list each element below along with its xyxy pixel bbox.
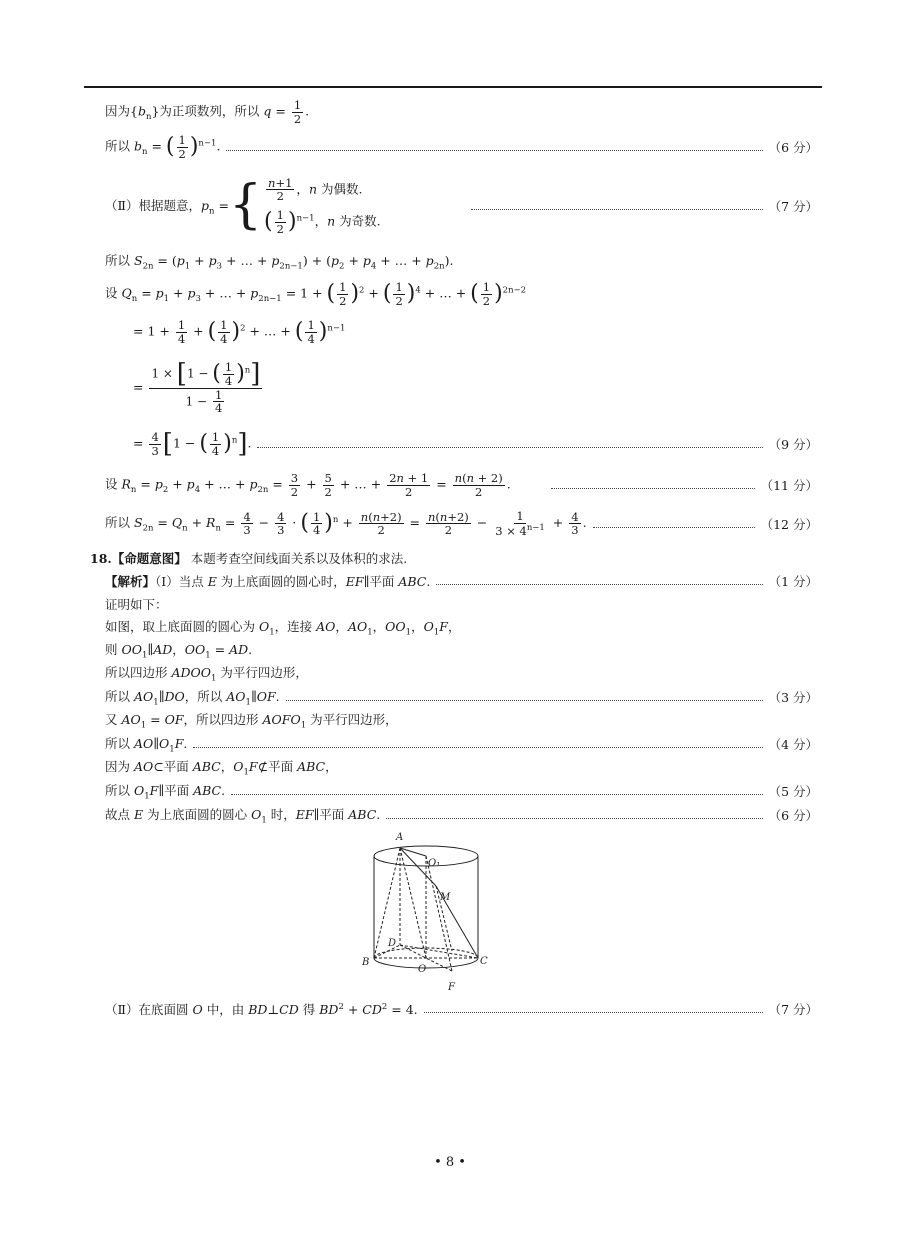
dotted-leader	[193, 747, 762, 748]
label-D: D	[388, 938, 397, 949]
header-rule	[84, 86, 822, 88]
label-M: M	[440, 892, 451, 903]
page-number: • 8 •	[434, 1155, 466, 1170]
dotted-leader	[231, 794, 762, 795]
solution-line-3: （Ⅱ）根据题意，$p_n$ = { $\frac{n+1}{2}$ ，n 为偶数. ( $\frac{1}{2}$ )$^{n-1}$，n 为奇数. （7 分）	[105, 175, 818, 236]
dotted-leader	[593, 527, 755, 528]
section-18-line-10: 所以 $O_1F\parallel$平面 ABC. （5 分）	[105, 782, 818, 802]
score-label: （4 分）	[768, 737, 818, 752]
label-O1: O₁	[428, 858, 441, 869]
left-brace: {	[228, 175, 263, 236]
line-text: 因为$\{b_n\}$为正项数列，所以 q = $\frac{1}{2}$ .	[105, 97, 310, 126]
section-18-line-12: （Ⅱ）在底面圆 O 中，由 BD⊥CD 得 $BD^2 + CD^2 = 4$. （7 分）	[105, 1001, 818, 1017]
section-18-line-8: 所以 $AO\parallel O_1F$. （4 分）	[105, 735, 818, 755]
section-18-intent: 18.【命题意图】 本题考查空间线面关系以及体积的求法.	[90, 551, 408, 566]
score-label: （3 分）	[768, 690, 818, 705]
section-18-line-2: 证明如下：	[105, 597, 168, 612]
label-O: O	[418, 964, 427, 975]
label-C: C	[480, 956, 488, 967]
solution-line-9: 设 $R_n = p_2 + p_4$ + … + $p_{2n}$ = $\frac{3}{2}$ + $\frac{5}{2}$ + … + $\frac{2n + 1}{2}$ = $\frac{n(n + 2)}{2}$ . （11 分）	[105, 470, 818, 499]
dotted-leader	[551, 488, 755, 489]
dotted-leader	[257, 447, 762, 448]
solution-line-10: 所以 $S_{2n} = Q_n + R_n$ = $\frac{4}{3}$ − $\frac{4}{3}$ · ( $\frac{1}{4}$ )$^n$ + $\frac{n(n+2)}{2}$ = $\frac{n(n+2)}{2}$ − $\frac{1}{3 \times 4^{n-1}}$ + $\frac{4}{3}$ . （12 分）	[105, 509, 818, 538]
score-label: （11 分）	[760, 478, 818, 493]
solution-line-2: 所以 $b_n$ = ( $\frac{1}{2}$ )$^{n-1}$. （6 分）	[105, 132, 818, 161]
segment-DC	[400, 945, 478, 958]
dotted-leader	[471, 209, 763, 210]
solution-line-7: = 1 × [1 − ( $\frac{1}{4}$ )$^n$] 1 − $\frac{1}{4}$	[133, 359, 261, 416]
label-B: B	[362, 957, 370, 968]
section-18-line-6: 所以 $AO_1\parallel DO$，所以 $AO_1\parallel OF$. （3 分）	[105, 688, 818, 708]
dotted-leader	[226, 150, 762, 151]
section-18-line-11: 故点 E 为上底面圆的圆心 $O_1$ 时，EF∥平面 ABC. （6 分）	[105, 806, 818, 826]
score-label: （7 分）	[768, 199, 818, 214]
label-A: A	[396, 832, 404, 843]
dotted-leader	[436, 584, 762, 585]
score-label: （6 分）	[768, 808, 818, 823]
score-label: （5 分）	[768, 784, 818, 799]
section-18-line-5: 所以四边形 $ADOO_1$ 为平行四边形，	[105, 664, 308, 684]
solution-line-6: = 1 + $\frac{1}{4}$ + ( $\frac{1}{4}$ )$^2$ + … + ( $\frac{1}{4}$ )$^{n-1}$	[133, 317, 346, 346]
solution-line-5: 设 $Q_n = p_1 + p_3$ + … + $p_{2n-1} = 1$ + ( $\frac{1}{2}$ )$^2$ + ( $\frac{1}{2}$ )$^4$ + … + ( $\frac{1}{2}$ )$^{2n-2}$	[105, 279, 527, 308]
solution-line-1	[105, 97, 818, 126]
score-label: （12 分）	[760, 517, 818, 532]
piecewise-cases: $\frac{n+1}{2}$ ，n 为偶数. ( $\frac{1}{2}$ )$^{n-1}$，n 为奇数.	[264, 175, 381, 236]
segment-AO	[400, 848, 426, 958]
score-label: （1 分）	[768, 574, 818, 589]
score-label: （9 分）	[768, 437, 818, 452]
cylinder-figure	[356, 828, 496, 998]
dotted-leader	[424, 1012, 763, 1013]
section-18-line-3: 如图，取上底面圆的圆心为 $O_1$，连接 AO，$AO_1$，$OO_1$，$O_1F$，	[105, 618, 461, 638]
section-18-line-1: 【解析】（Ⅰ）当点 E 为上底面圆的圆心时，EF∥平面 ABC. （1 分）	[105, 574, 818, 589]
section-18-line-7: 又 $AO_1$ = OF，所以四边形 $AOFO_1$ 为平行四边形，	[105, 711, 398, 731]
solution-line-4: 所以 $S_{2n} = (p_1 + p_3$ + … + $p_{2n-1}) + (p_2 + p_4$ + … + $p_{2n}$).	[105, 252, 454, 272]
dotted-leader	[386, 818, 762, 819]
segment-O1F	[426, 856, 452, 971]
dotted-leader	[286, 700, 763, 701]
section-18-line-4: 则 $OO_1\parallel AD$，$OO_1$ = AD.	[105, 641, 253, 661]
score-label: （7 分）	[768, 1002, 818, 1017]
label-F: F	[448, 982, 455, 993]
segment-AB	[374, 848, 400, 958]
score-label: （6 分）	[768, 140, 818, 155]
solution-line-8: = $\frac{4}{3}$ [1 − ( $\frac{1}{4}$ )$^n$]. （9 分）	[133, 429, 818, 459]
section-18-line-9: 因为 AO⊂平面 ABC，$O_1F⊄$平面 ABC，	[105, 758, 338, 778]
